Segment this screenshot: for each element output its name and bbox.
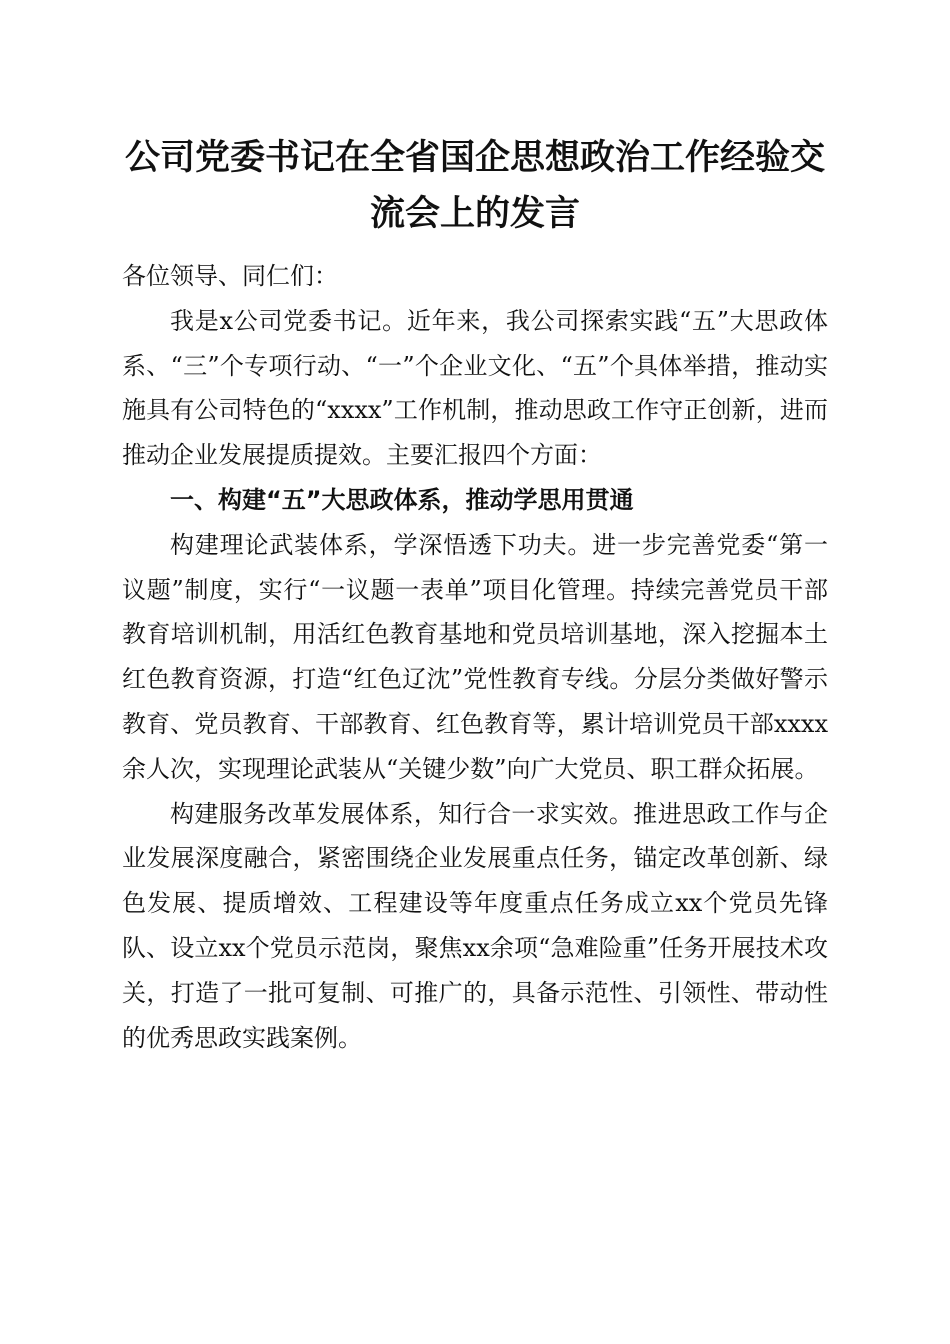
section-heading: 一、构建“五”大思政体系，推动学思用贯通: [170, 485, 634, 514]
intro-paragraph: 我是x公司党委书记。近年来，我公司探索实践“五”大思政体系、“三”个专项行动、“一”个企业文化、“五”个具体举措，推动实施具有公司特色的“xxxx”工作机制，推动思政工作守正创新，进而推动企业发展提质提效。主要汇报四个方面：: [122, 306, 828, 470]
salutation: 各位领导、同仁们：: [122, 262, 338, 290]
body-paragraph: 构建服务改革发展体系，知行合一求实效。推进思政工作与企业发展深度融合，紧密围绕企业发展重点任务，锚定改革创新、绿色发展、提质增效、工程建设等年度重点任务成立xx个党员先锋队、设立xx个党员示范岗，聚焦xx余项“急难险重”任务开展技术攻关，打造了一批可复制、可推广的，具备示范性、引领性、带动性的优秀思政实践案例。: [122, 799, 828, 1052]
document-title-line-2: 流会上的发言: [369, 193, 580, 234]
document-title-line-1: 公司党委书记在全省国企思想政治工作经验交: [124, 137, 825, 178]
body-paragraph: 构建理论武装体系，学深悟透下功夫。进一步完善党委“第一议题”制度，实行“一议题一表单”项目化管理。持续完善党员干部教育培训机制，用活红色教育基地和党员培训基地，深入挖掘本土红色教育资源，打造“红色辽沈”党性教育专线。分层分类做好警示教育、党员教育、干部教育、红色教育等，累计培训党员干部xxxx余人次，实现理论武装从“关键少数”向广大党员、职工群众拓展。: [122, 530, 828, 783]
document-body: [122, 254, 828, 1060]
document-title: [100, 130, 850, 242]
